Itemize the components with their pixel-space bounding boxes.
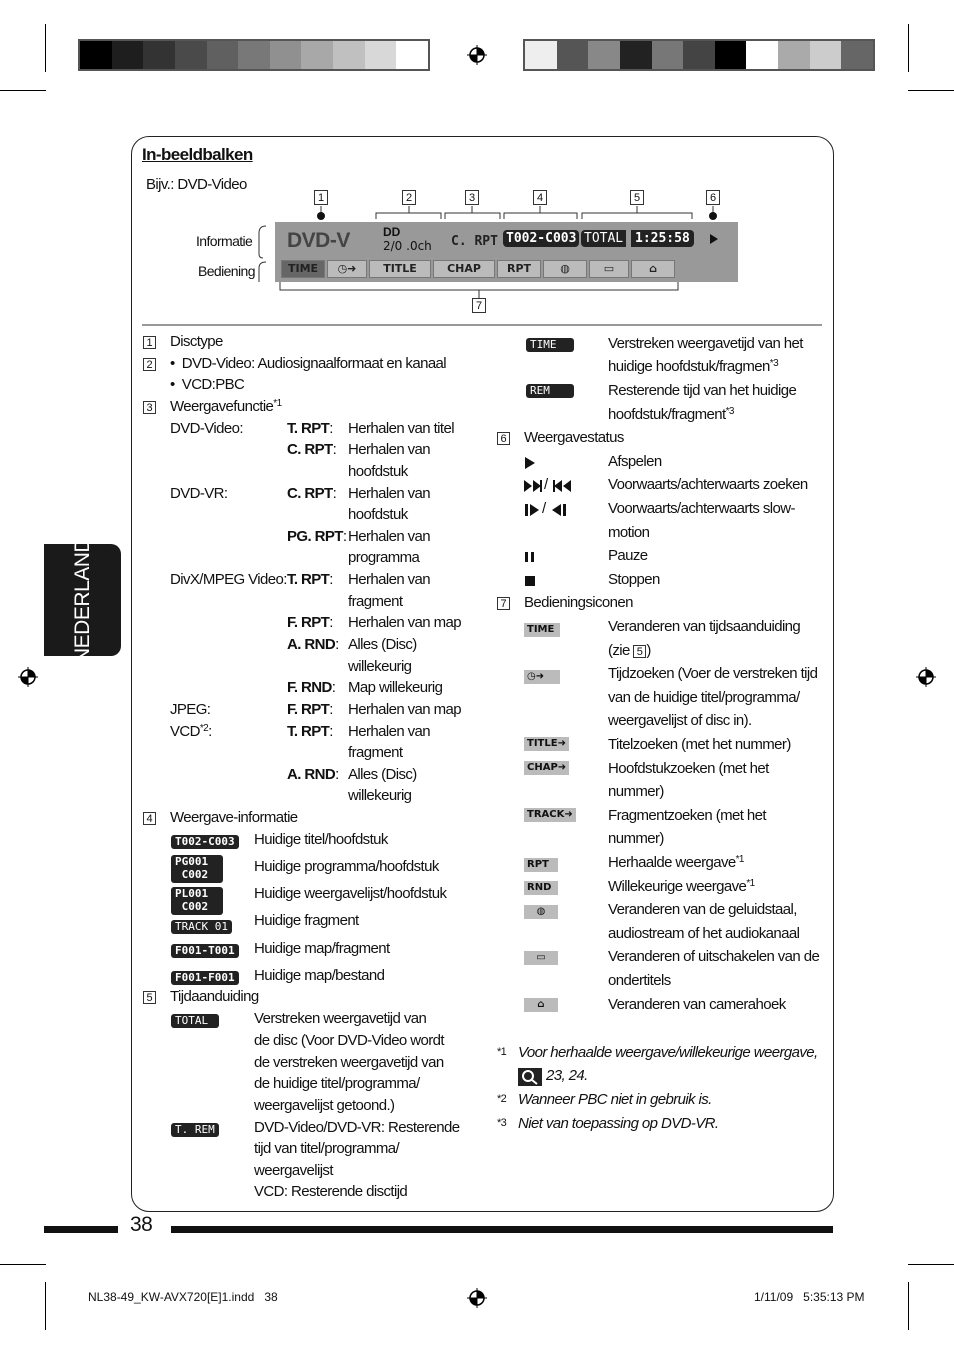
audio-icon: ◍ xyxy=(524,905,558,919)
crop-mark xyxy=(0,1264,46,1265)
footnote-1-mark: *1 xyxy=(497,1046,507,1058)
b-title-desc: Titelzoeken (met het nummer) xyxy=(608,736,791,753)
desc-map-jpeg: Herhalen van map xyxy=(348,701,461,718)
total-label: TOTAL xyxy=(581,230,626,247)
b-time-desc-1: Veranderen van tijdsaanduiding xyxy=(608,618,801,635)
chip-folder-file-desc: Huidige map/bestand xyxy=(254,967,385,984)
desc-alles-vcd-2: willekeurig xyxy=(348,787,412,804)
b-rnd-desc xyxy=(608,876,755,898)
callout-7: 7 xyxy=(472,298,486,313)
stoppen-text: Stoppen xyxy=(608,571,660,588)
trpt-label xyxy=(287,418,333,440)
footer-time-text: 5:35:13 PM xyxy=(803,1290,865,1304)
colon: : xyxy=(332,441,337,458)
b-sub-desc-1: Veranderen of uitschakelen van de xyxy=(608,948,820,965)
arnd-text: A. RND xyxy=(287,636,336,653)
desc-frag-2: fragment xyxy=(348,593,403,610)
trpt-text: T. RPT xyxy=(287,723,330,740)
footnote-2: Wanneer PBC niet in gebruik is. xyxy=(518,1091,712,1108)
chip-playlist-chapter xyxy=(171,887,223,915)
item-2-text-b: VCD:PBC xyxy=(181,376,245,393)
frpt-label-jpeg xyxy=(287,699,333,721)
colon: : xyxy=(208,723,212,740)
trpt-label-vcd xyxy=(287,721,333,743)
trpt-text: T. RPT xyxy=(287,571,330,588)
time-desc-1: Verstreken weergavetijd van het xyxy=(608,335,803,352)
dvdvideo-label: DVD-Video: xyxy=(170,420,243,437)
chip-chapter: C002 xyxy=(181,868,209,881)
b-rpt-desc xyxy=(608,852,744,874)
item-5 xyxy=(143,986,156,1008)
item-6-label: Weergavestatus xyxy=(524,429,624,446)
crop-mark xyxy=(45,1282,46,1330)
footnote-1-line-2: 23, 24. xyxy=(546,1067,588,1084)
crop-mark xyxy=(908,1264,954,1265)
slow-text-1: Voorwaarts/achterwaarts slow- xyxy=(608,500,795,517)
b-audio-desc-1: Veranderen van de geluidstaal, xyxy=(608,901,797,918)
total-desc-5: weergavelijst getoond.) xyxy=(254,1097,395,1114)
chip-program-chapter xyxy=(171,855,223,883)
frnd-label xyxy=(287,677,335,699)
b-chap-desc-2: nummer) xyxy=(608,783,664,800)
total-desc-2: de disc (Voor DVD-Video wordt xyxy=(254,1032,444,1049)
clock-search-icon: ◷➜ xyxy=(524,670,560,684)
callout-3: 3 xyxy=(465,190,479,205)
desc-hoofd-1: Herhalen van xyxy=(348,441,431,458)
arnd-text: A. RND xyxy=(287,766,336,783)
footer-file xyxy=(88,1290,278,1304)
frpt-label-divx xyxy=(287,612,333,634)
b-audio-desc-2: audiostream of het audiokanaal xyxy=(608,925,800,942)
frnd-text: F. RND xyxy=(287,679,332,696)
chip-playlist-desc: Huidige weergavelijst/hoofdstuk xyxy=(254,885,447,902)
slow-text-2: motion xyxy=(608,524,650,541)
item-2 xyxy=(143,353,156,375)
b-angle-desc: Veranderen van camerahoek xyxy=(608,996,786,1013)
crop-mark xyxy=(908,1282,909,1330)
number-box-2: 2 xyxy=(143,358,156,371)
zoeken-text: Voorwaarts/achterwaarts zoeken xyxy=(608,476,808,493)
magnifier-icon xyxy=(518,1068,542,1086)
audio-format: 2/0 .0ch xyxy=(383,239,432,253)
icon-track-button: TRACK➜ xyxy=(524,808,576,822)
total-time: 1:25:58 xyxy=(631,230,694,247)
osd-rpt-button[interactable]: RPT xyxy=(497,260,541,278)
item-4-label: Weergave-informatie xyxy=(170,809,298,826)
desc-frag-1: Herhalen van xyxy=(348,571,431,588)
chip-chapter: C002 xyxy=(181,900,209,913)
subtitle-icon: ▭ xyxy=(524,951,558,965)
item-5-label: Tijdaanduiding xyxy=(170,988,259,1005)
afspelen-text: Afspelen xyxy=(608,453,662,470)
desc-prog-1: Herhalen van xyxy=(348,528,431,545)
osd-title-button[interactable]: TITLE xyxy=(369,260,431,278)
play-icon xyxy=(524,456,536,470)
osd-time-button[interactable]: TIME xyxy=(281,260,325,278)
chip-playlist: PL001 xyxy=(175,887,209,900)
footnote-ref: *1 xyxy=(735,854,744,865)
desc-frag-vcd-1: Herhalen van xyxy=(348,723,431,740)
callout-2: 2 xyxy=(402,190,416,205)
desc-alles-1: Alles (Disc) xyxy=(348,636,417,653)
rem-desc-2-text: hoofdstuk/fragment xyxy=(608,406,726,423)
desc-prog-2: programma xyxy=(348,549,420,566)
item-3 xyxy=(143,396,156,418)
footnote-ref: *3 xyxy=(769,358,779,369)
dvdvr-label: DVD-VR: xyxy=(170,485,228,502)
chip-folder-file: F001-F001 xyxy=(171,971,239,985)
dolby-logo: DD xyxy=(383,225,401,239)
bediening-label: Bediening xyxy=(198,263,255,279)
play-icon xyxy=(709,233,719,245)
icon-title-button: TITLE➜ xyxy=(524,737,569,751)
ffrew-separator: / xyxy=(544,476,548,493)
chip-folder-track-desc: Huidige map/fragment xyxy=(254,940,390,957)
footer-filename: NL38-49_KW-AVX720[E]1.indd xyxy=(88,1290,255,1304)
b-rpt-text: Herhaalde weergave xyxy=(608,854,736,871)
stop-icon xyxy=(524,575,536,587)
language-tab-label: NEDERLANDS xyxy=(71,524,94,663)
number-box-ref-5: 5 xyxy=(633,645,646,658)
footnote-ref: *3 xyxy=(725,406,734,417)
page-number: 38 xyxy=(130,1213,153,1236)
osd-angle-button[interactable]: ⌂ xyxy=(631,260,675,278)
arnd-label-divx xyxy=(287,634,339,656)
icon-time-button: TIME xyxy=(524,623,560,637)
colon: : xyxy=(342,528,347,545)
icon-rnd-button: RND xyxy=(524,881,558,895)
chip-rem: REM xyxy=(526,384,574,398)
registration-mark-icon xyxy=(467,1288,487,1308)
colon: : xyxy=(329,701,333,718)
frpt-text: F. RPT xyxy=(287,614,330,631)
desc-alles-2: willekeurig xyxy=(348,658,412,675)
callout-6: 6 xyxy=(706,190,720,205)
footnote-3-mark: *3 xyxy=(497,1117,507,1129)
title-chapter-display: T002-C003 xyxy=(503,230,579,247)
footnote-ref: *2 xyxy=(199,723,209,734)
total-desc-4: de huidige titel/programma/ xyxy=(254,1075,420,1092)
section-title: In-beeldbalken xyxy=(142,145,253,164)
chip-title-chapter: T002-C003 xyxy=(171,835,239,849)
disc-type: DVD-V xyxy=(287,229,350,252)
number-box-7: 7 xyxy=(497,597,510,610)
item-3-text: Weergavefunctie xyxy=(170,398,274,415)
colon: : xyxy=(332,485,337,502)
icon-chap-text: CHAP xyxy=(527,762,558,773)
rem-desc-1: Resterende tijd van het huidige xyxy=(608,382,797,399)
item-1-label: Disctype xyxy=(170,333,223,350)
number-box-5: 5 xyxy=(143,991,156,1004)
number-box-4: 4 xyxy=(143,812,156,825)
b-clock-desc-3: weergavelijst of disc in). xyxy=(608,712,752,729)
chip-trem: T. REM xyxy=(171,1123,219,1137)
rule-left xyxy=(44,1226,118,1233)
slow-rewind-icon xyxy=(551,503,567,517)
fast-forward-icon xyxy=(523,479,543,493)
trem-desc-4: VCD: Resterende disctijd xyxy=(254,1183,408,1200)
chip-program: PG001 xyxy=(175,855,209,868)
number-box-3: 3 xyxy=(143,401,156,414)
footer-date xyxy=(754,1290,865,1304)
item-1 xyxy=(143,331,156,353)
rem-desc-2 xyxy=(608,404,734,426)
pgrpt-label xyxy=(287,526,346,548)
desc-map: Herhalen van map xyxy=(348,614,461,631)
b-track-desc-1: Fragmentzoeken (met het xyxy=(608,807,766,824)
arnd-label-vcd xyxy=(287,764,339,786)
time-desc-2 xyxy=(608,356,778,378)
osd-chap-button[interactable]: CHAP xyxy=(433,260,495,278)
chip-folder-track: F001-T001 xyxy=(171,944,239,958)
b-rnd-text: Willekeurige weergave xyxy=(608,878,747,895)
footnote-1-line-1: Voor herhaalde weergave/willekeurige weergave, xyxy=(518,1044,818,1061)
icon-rpt-button: RPT xyxy=(524,858,558,872)
crpt-text: C. RPT xyxy=(287,441,333,458)
camera-angle-icon: ⌂ xyxy=(524,998,558,1012)
b-time-close: ) xyxy=(646,642,651,659)
trem-desc-1: DVD-Video/DVD-VR: Resterende xyxy=(254,1119,460,1136)
footnote-ref: *1 xyxy=(746,878,755,889)
total-desc-3: de verstreken weergavetijd van xyxy=(254,1054,444,1071)
chip-title-chapter-desc: Huidige titel/hoofdstuk xyxy=(254,831,388,848)
colon: : xyxy=(329,420,333,437)
total-desc-1: Verstreken weergavetijd van xyxy=(254,1010,427,1027)
informatie-label: Informatie xyxy=(196,233,253,249)
osd-subtitle-button[interactable]: ▭ xyxy=(589,260,629,278)
crpt-text: C. RPT xyxy=(287,485,333,502)
divx-label: DivX/MPEG Video: xyxy=(170,571,287,588)
slow-forward-icon xyxy=(524,503,540,517)
b-sub-desc-2: ondertitels xyxy=(608,972,671,989)
chip-total: TOTAL xyxy=(171,1014,219,1028)
footnote-ref: *1 xyxy=(273,398,282,409)
colon: : xyxy=(329,614,333,631)
vcd-label xyxy=(170,721,212,743)
rule-right xyxy=(171,1226,833,1233)
crpt-label xyxy=(287,439,336,461)
chip-time: TIME xyxy=(526,338,574,352)
chip-track-desc: Huidige fragment xyxy=(254,912,359,929)
pause-icon xyxy=(524,551,536,563)
desc-hoofd-vr-2: hoofdstuk xyxy=(348,506,408,523)
b-time-desc-2 xyxy=(608,640,651,662)
osd-audio-button[interactable]: ◍ xyxy=(543,260,587,278)
b-clock-desc-2: van de huidige titel/programma/ xyxy=(608,689,800,706)
slow-separator: / xyxy=(542,500,546,517)
rewind-icon xyxy=(552,479,572,493)
number-box-1: 1 xyxy=(143,336,156,349)
footer-page: 38 xyxy=(264,1290,278,1304)
trpt-label-divx xyxy=(287,569,333,591)
colon: : xyxy=(331,679,336,696)
desc-mapw: Map willekeurig xyxy=(348,679,443,696)
example-label: Bijv.: DVD-Video xyxy=(146,176,247,193)
desc-alles-vcd-1: Alles (Disc) xyxy=(348,766,417,783)
b-clock-desc-1: Tijdzoeken (Voer de verstreken tijd xyxy=(608,665,818,682)
jpeg-label: JPEG: xyxy=(170,701,211,718)
item-7 xyxy=(497,592,510,614)
footer-date-text: 1/11/09 xyxy=(754,1290,794,1304)
b-time-zie: (zie xyxy=(608,642,630,659)
item-2-bullet-b: • VCD:PBC xyxy=(170,376,245,393)
item-6 xyxy=(497,427,510,449)
registration-mark-icon xyxy=(18,667,38,687)
chip-program-desc: Huidige programma/hoofdstuk xyxy=(254,858,439,875)
icon-chap-button: CHAP➜ xyxy=(524,761,569,775)
colon: : xyxy=(329,571,333,588)
desc-hoofd-2: hoofdstuk xyxy=(348,463,408,480)
trpt-text: T. RPT xyxy=(287,420,330,437)
icon-track-text: TRACK xyxy=(527,809,565,820)
frpt-text: F. RPT xyxy=(287,701,330,718)
trem-desc-3: weergavelijst xyxy=(254,1162,333,1179)
trem-desc-2: tijd van titel/programma/ xyxy=(254,1140,400,1157)
item-2-bullet-a: • DVD-Video: Audiosignaalformaat en kanaal xyxy=(170,355,447,372)
pgrpt-text: PG. RPT xyxy=(287,528,343,545)
time-desc-2-text: huidige hoofdstuk/fragmen xyxy=(608,358,770,375)
item-3-label xyxy=(170,396,282,418)
osd-clock-search-button[interactable]: ◷➜ xyxy=(327,260,367,278)
callout-4: 4 xyxy=(533,190,547,205)
item-4 xyxy=(143,807,156,829)
colon: : xyxy=(329,723,333,740)
item-7-label: Bedieningsiconen xyxy=(524,594,633,611)
registration-mark-icon xyxy=(916,667,936,687)
footnote-3: Niet van toepassing op DVD-VR. xyxy=(518,1115,719,1132)
desc-frag-vcd-2: fragment xyxy=(348,744,403,761)
callout-5: 5 xyxy=(630,190,644,205)
icon-title-text: TITLE xyxy=(527,738,558,749)
b-track-desc-2: nummer) xyxy=(608,830,664,847)
callout-1: 1 xyxy=(314,190,328,205)
colon: : xyxy=(335,766,339,783)
colon: : xyxy=(335,636,339,653)
item-2-text-a: DVD-Video: Audiosignaalformaat en kanaal xyxy=(181,355,447,372)
b-chap-desc-1: Hoofdstukzoeken (met het xyxy=(608,760,769,777)
osd-bar xyxy=(275,222,738,282)
desc-hoofd-vr-1: Herhalen van xyxy=(348,485,431,502)
footnote-2-mark: *2 xyxy=(497,1093,507,1105)
vcd-text: VCD xyxy=(170,723,200,740)
chip-track: TRACK 01 xyxy=(171,920,232,934)
number-box-6: 6 xyxy=(497,432,510,445)
repeat-mode: C. RPT xyxy=(451,234,498,249)
pauze-text: Pauze xyxy=(608,547,648,564)
desc-titel: Herhalen van titel xyxy=(348,420,454,437)
crpt-label-vr xyxy=(287,483,336,505)
